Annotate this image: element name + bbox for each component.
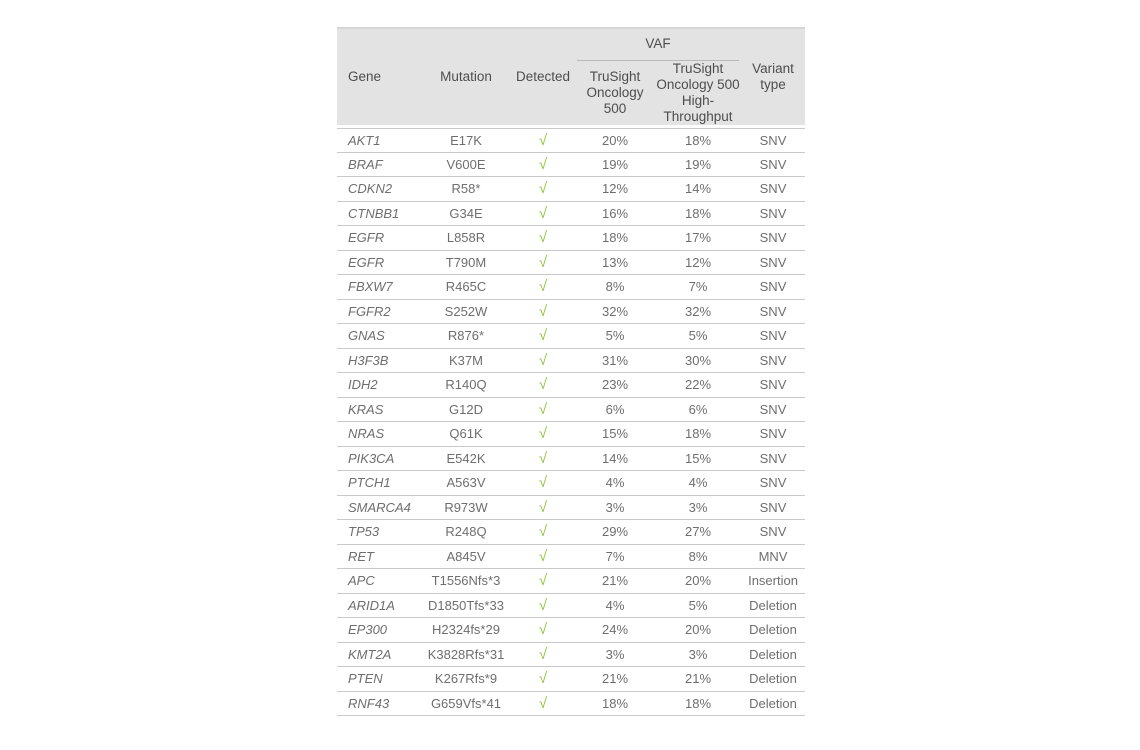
gene-cell: BRAF <box>337 153 421 178</box>
table-row <box>337 300 805 325</box>
gene-cell: AKT1 <box>337 128 421 153</box>
mutation-cell: E17K <box>421 128 511 153</box>
checkmark-icon: √ <box>538 229 548 247</box>
checkmark-icon: √ <box>538 400 548 418</box>
vaf-trusight-oncology-500-cell: 8% <box>575 275 655 300</box>
checkmark-icon: √ <box>538 596 548 614</box>
variant-type-cell: Deletion <box>741 594 805 619</box>
mutation-cell: R58* <box>421 177 511 202</box>
checkmark-icon: √ <box>538 498 548 516</box>
variant-vaf-table <box>337 27 805 716</box>
mutation-cell: R465C <box>421 275 511 300</box>
checkmark-icon: √ <box>538 547 548 565</box>
detected-cell <box>511 349 575 374</box>
mutation-cell: K37M <box>421 349 511 374</box>
vaf-trusight-oncology-500-high-throughput-cell: 17% <box>655 226 741 251</box>
vaf-trusight-oncology-500-high-throughput-cell: 6% <box>655 398 741 423</box>
checkmark-icon: √ <box>538 425 548 443</box>
vaf-trusight-oncology-500-cell: 13% <box>575 251 655 276</box>
table-row <box>337 202 805 227</box>
detected-cell <box>511 594 575 619</box>
vaf-trusight-oncology-500-cell: 4% <box>575 471 655 496</box>
vaf-trusight-oncology-500-cell: 18% <box>575 692 655 717</box>
table-row <box>337 153 805 178</box>
table-row <box>337 398 805 423</box>
mutation-cell: K267Rfs*9 <box>421 667 511 692</box>
gene-cell: IDH2 <box>337 373 421 398</box>
variant-type-cell: Deletion <box>741 692 805 717</box>
vaf-trusight-oncology-500-high-throughput-cell: 15% <box>655 447 741 472</box>
checkmark-icon: √ <box>538 694 548 712</box>
variant-type-cell: SNV <box>741 202 805 227</box>
vaf-trusight-oncology-500-cell: 7% <box>575 545 655 570</box>
detected-cell <box>511 618 575 643</box>
gene-cell: KMT2A <box>337 643 421 668</box>
vaf-trusight-oncology-500-cell: 4% <box>575 594 655 619</box>
checkmark-icon: √ <box>538 351 548 369</box>
variant-type-cell: SNV <box>741 496 805 521</box>
column-group-header-vaf <box>575 27 741 61</box>
mutation-cell: K3828Rfs*31 <box>421 643 511 668</box>
column-header-gene: Gene <box>337 27 421 128</box>
detected-cell <box>511 422 575 447</box>
gene-cell: TP53 <box>337 520 421 545</box>
vaf-trusight-oncology-500-cell: 12% <box>575 177 655 202</box>
detected-cell <box>511 324 575 349</box>
variant-type-cell: MNV <box>741 545 805 570</box>
variant-type-cell: SNV <box>741 153 805 178</box>
table-row <box>337 692 805 717</box>
table-row <box>337 251 805 276</box>
detected-cell <box>511 398 575 423</box>
mutation-cell: T790M <box>421 251 511 276</box>
mutation-cell: G659Vfs*41 <box>421 692 511 717</box>
vaf-group-label: VAF <box>577 29 739 61</box>
gene-cell: PTCH1 <box>337 471 421 496</box>
mutation-cell: Q61K <box>421 422 511 447</box>
detected-cell <box>511 251 575 276</box>
detected-cell <box>511 202 575 227</box>
checkmark-icon: √ <box>538 327 548 345</box>
gene-cell: FBXW7 <box>337 275 421 300</box>
vaf-trusight-oncology-500-high-throughput-cell: 18% <box>655 692 741 717</box>
detected-cell <box>511 153 575 178</box>
variant-type-cell: SNV <box>741 324 805 349</box>
table-row <box>337 447 805 472</box>
variant-type-cell: Deletion <box>741 667 805 692</box>
mutation-cell: A845V <box>421 545 511 570</box>
vaf-trusight-oncology-500-cell: 24% <box>575 618 655 643</box>
detected-cell <box>511 128 575 153</box>
vaf-trusight-oncology-500-cell: 31% <box>575 349 655 374</box>
vaf-trusight-oncology-500-high-throughput-cell: 18% <box>655 128 741 153</box>
mutation-cell: T1556Nfs*3 <box>421 569 511 594</box>
detected-cell <box>511 447 575 472</box>
table-row <box>337 569 805 594</box>
vaf-trusight-oncology-500-cell: 21% <box>575 667 655 692</box>
vaf-trusight-oncology-500-cell: 23% <box>575 373 655 398</box>
vaf-trusight-oncology-500-cell: 20% <box>575 128 655 153</box>
mutation-cell: S252W <box>421 300 511 325</box>
table-row <box>337 373 805 398</box>
gene-cell: EGFR <box>337 226 421 251</box>
gene-cell: CDKN2 <box>337 177 421 202</box>
vaf-trusight-oncology-500-cell: 5% <box>575 324 655 349</box>
table-row <box>337 422 805 447</box>
gene-cell: KRAS <box>337 398 421 423</box>
gene-cell: EGFR <box>337 251 421 276</box>
table-row <box>337 545 805 570</box>
gene-cell: EP300 <box>337 618 421 643</box>
gene-cell: SMARCA4 <box>337 496 421 521</box>
variant-type-cell: SNV <box>741 398 805 423</box>
vaf-trusight-oncology-500-high-throughput-cell: 30% <box>655 349 741 374</box>
vaf-trusight-oncology-500-cell: 3% <box>575 643 655 668</box>
checkmark-icon: √ <box>538 204 548 222</box>
vaf-trusight-oncology-500-high-throughput-cell: 7% <box>655 275 741 300</box>
mutation-cell: G34E <box>421 202 511 227</box>
vaf-trusight-oncology-500-high-throughput-cell: 32% <box>655 300 741 325</box>
variant-type-cell: SNV <box>741 226 805 251</box>
vaf-trusight-oncology-500-high-throughput-cell: 3% <box>655 496 741 521</box>
vaf-trusight-oncology-500-high-throughput-cell: 3% <box>655 643 741 668</box>
variant-type-cell: SNV <box>741 471 805 496</box>
variant-type-cell: SNV <box>741 349 805 374</box>
vaf-trusight-oncology-500-high-throughput-cell: 8% <box>655 545 741 570</box>
mutation-cell: H2324fs*29 <box>421 618 511 643</box>
table-row <box>337 667 805 692</box>
variant-type-cell: SNV <box>741 177 805 202</box>
vaf-trusight-oncology-500-high-throughput-cell: 27% <box>655 520 741 545</box>
table-row <box>337 594 805 619</box>
column-header-variant-type: Variant type <box>741 27 805 128</box>
detected-cell <box>511 275 575 300</box>
gene-cell: NRAS <box>337 422 421 447</box>
checkmark-icon: √ <box>538 278 548 296</box>
vaf-trusight-oncology-500-cell: 14% <box>575 447 655 472</box>
vaf-trusight-oncology-500-high-throughput-cell: 22% <box>655 373 741 398</box>
column-header-trusight-oncology-500-high-throughput: TruSight Oncology 500 High-Throughput <box>655 61 741 128</box>
gene-cell: GNAS <box>337 324 421 349</box>
checkmark-icon: √ <box>538 302 548 320</box>
table-header <box>337 27 805 128</box>
column-header-detected: Detected <box>511 27 575 128</box>
header-group-row <box>337 27 805 61</box>
table-row <box>337 275 805 300</box>
vaf-trusight-oncology-500-high-throughput-cell: 12% <box>655 251 741 276</box>
variant-type-cell: SNV <box>741 520 805 545</box>
detected-cell <box>511 300 575 325</box>
mutation-cell: L858R <box>421 226 511 251</box>
mutation-cell: R140Q <box>421 373 511 398</box>
detected-cell <box>511 545 575 570</box>
vaf-trusight-oncology-500-cell: 6% <box>575 398 655 423</box>
table-row <box>337 471 805 496</box>
vaf-trusight-oncology-500-high-throughput-cell: 18% <box>655 202 741 227</box>
gene-cell: PTEN <box>337 667 421 692</box>
vaf-trusight-oncology-500-cell: 15% <box>575 422 655 447</box>
detected-cell <box>511 692 575 717</box>
mutation-cell: R248Q <box>421 520 511 545</box>
checkmark-icon: √ <box>538 645 548 663</box>
mutation-cell: D1850Tfs*33 <box>421 594 511 619</box>
gene-cell: H3F3B <box>337 349 421 374</box>
detected-cell <box>511 226 575 251</box>
table-row <box>337 643 805 668</box>
column-header-mutation: Mutation <box>421 27 511 128</box>
detected-cell <box>511 496 575 521</box>
vaf-trusight-oncology-500-high-throughput-cell: 18% <box>655 422 741 447</box>
gene-cell: RNF43 <box>337 692 421 717</box>
vaf-trusight-oncology-500-cell: 18% <box>575 226 655 251</box>
variant-type-cell: SNV <box>741 373 805 398</box>
checkmark-icon: √ <box>538 572 548 590</box>
gene-cell: CTNBB1 <box>337 202 421 227</box>
checkmark-icon: √ <box>538 449 548 467</box>
vaf-trusight-oncology-500-cell: 19% <box>575 153 655 178</box>
mutation-cell: R876* <box>421 324 511 349</box>
gene-cell: RET <box>337 545 421 570</box>
vaf-trusight-oncology-500-high-throughput-cell: 21% <box>655 667 741 692</box>
variant-type-cell: Deletion <box>741 643 805 668</box>
vaf-trusight-oncology-500-cell: 3% <box>575 496 655 521</box>
variant-type-cell: SNV <box>741 422 805 447</box>
checkmark-icon: √ <box>538 621 548 639</box>
checkmark-icon: √ <box>538 474 548 492</box>
detected-cell <box>511 643 575 668</box>
mutation-cell: R973W <box>421 496 511 521</box>
vaf-trusight-oncology-500-cell: 29% <box>575 520 655 545</box>
variant-type-cell: Deletion <box>741 618 805 643</box>
vaf-trusight-oncology-500-high-throughput-cell: 4% <box>655 471 741 496</box>
table-row <box>337 618 805 643</box>
variant-type-cell: SNV <box>741 300 805 325</box>
vaf-trusight-oncology-500-cell: 16% <box>575 202 655 227</box>
detected-cell <box>511 569 575 594</box>
mutation-cell: A563V <box>421 471 511 496</box>
mutation-cell: E542K <box>421 447 511 472</box>
gene-cell: ARID1A <box>337 594 421 619</box>
detected-cell <box>511 667 575 692</box>
detected-cell <box>511 373 575 398</box>
variant-table-container <box>337 27 805 716</box>
variant-type-cell: SNV <box>741 447 805 472</box>
table-row <box>337 226 805 251</box>
vaf-trusight-oncology-500-high-throughput-cell: 14% <box>655 177 741 202</box>
gene-cell: PIK3CA <box>337 447 421 472</box>
vaf-trusight-oncology-500-high-throughput-cell: 20% <box>655 618 741 643</box>
table-body <box>337 128 805 716</box>
checkmark-icon: √ <box>538 155 548 173</box>
vaf-trusight-oncology-500-high-throughput-cell: 5% <box>655 594 741 619</box>
checkmark-icon: √ <box>538 253 548 271</box>
checkmark-icon: √ <box>538 523 548 541</box>
variant-type-cell: SNV <box>741 251 805 276</box>
vaf-trusight-oncology-500-high-throughput-cell: 20% <box>655 569 741 594</box>
table-row <box>337 349 805 374</box>
table-row <box>337 496 805 521</box>
table-row <box>337 177 805 202</box>
vaf-trusight-oncology-500-cell: 21% <box>575 569 655 594</box>
vaf-trusight-oncology-500-cell: 32% <box>575 300 655 325</box>
variant-type-cell: SNV <box>741 128 805 153</box>
checkmark-icon: √ <box>538 131 548 149</box>
column-header-trusight-oncology-500: TruSight Oncology 500 <box>575 61 655 128</box>
mutation-cell: G12D <box>421 398 511 423</box>
vaf-trusight-oncology-500-high-throughput-cell: 5% <box>655 324 741 349</box>
detected-cell <box>511 177 575 202</box>
vaf-trusight-oncology-500-high-throughput-cell: 19% <box>655 153 741 178</box>
gene-cell: APC <box>337 569 421 594</box>
checkmark-icon: √ <box>538 180 548 198</box>
table-row <box>337 128 805 153</box>
detected-cell <box>511 471 575 496</box>
variant-type-cell: SNV <box>741 275 805 300</box>
checkmark-icon: √ <box>538 376 548 394</box>
gene-cell: FGFR2 <box>337 300 421 325</box>
detected-cell <box>511 520 575 545</box>
table-row <box>337 520 805 545</box>
checkmark-icon: √ <box>538 670 548 688</box>
mutation-cell: V600E <box>421 153 511 178</box>
variant-type-cell: Insertion <box>741 569 805 594</box>
table-row <box>337 324 805 349</box>
